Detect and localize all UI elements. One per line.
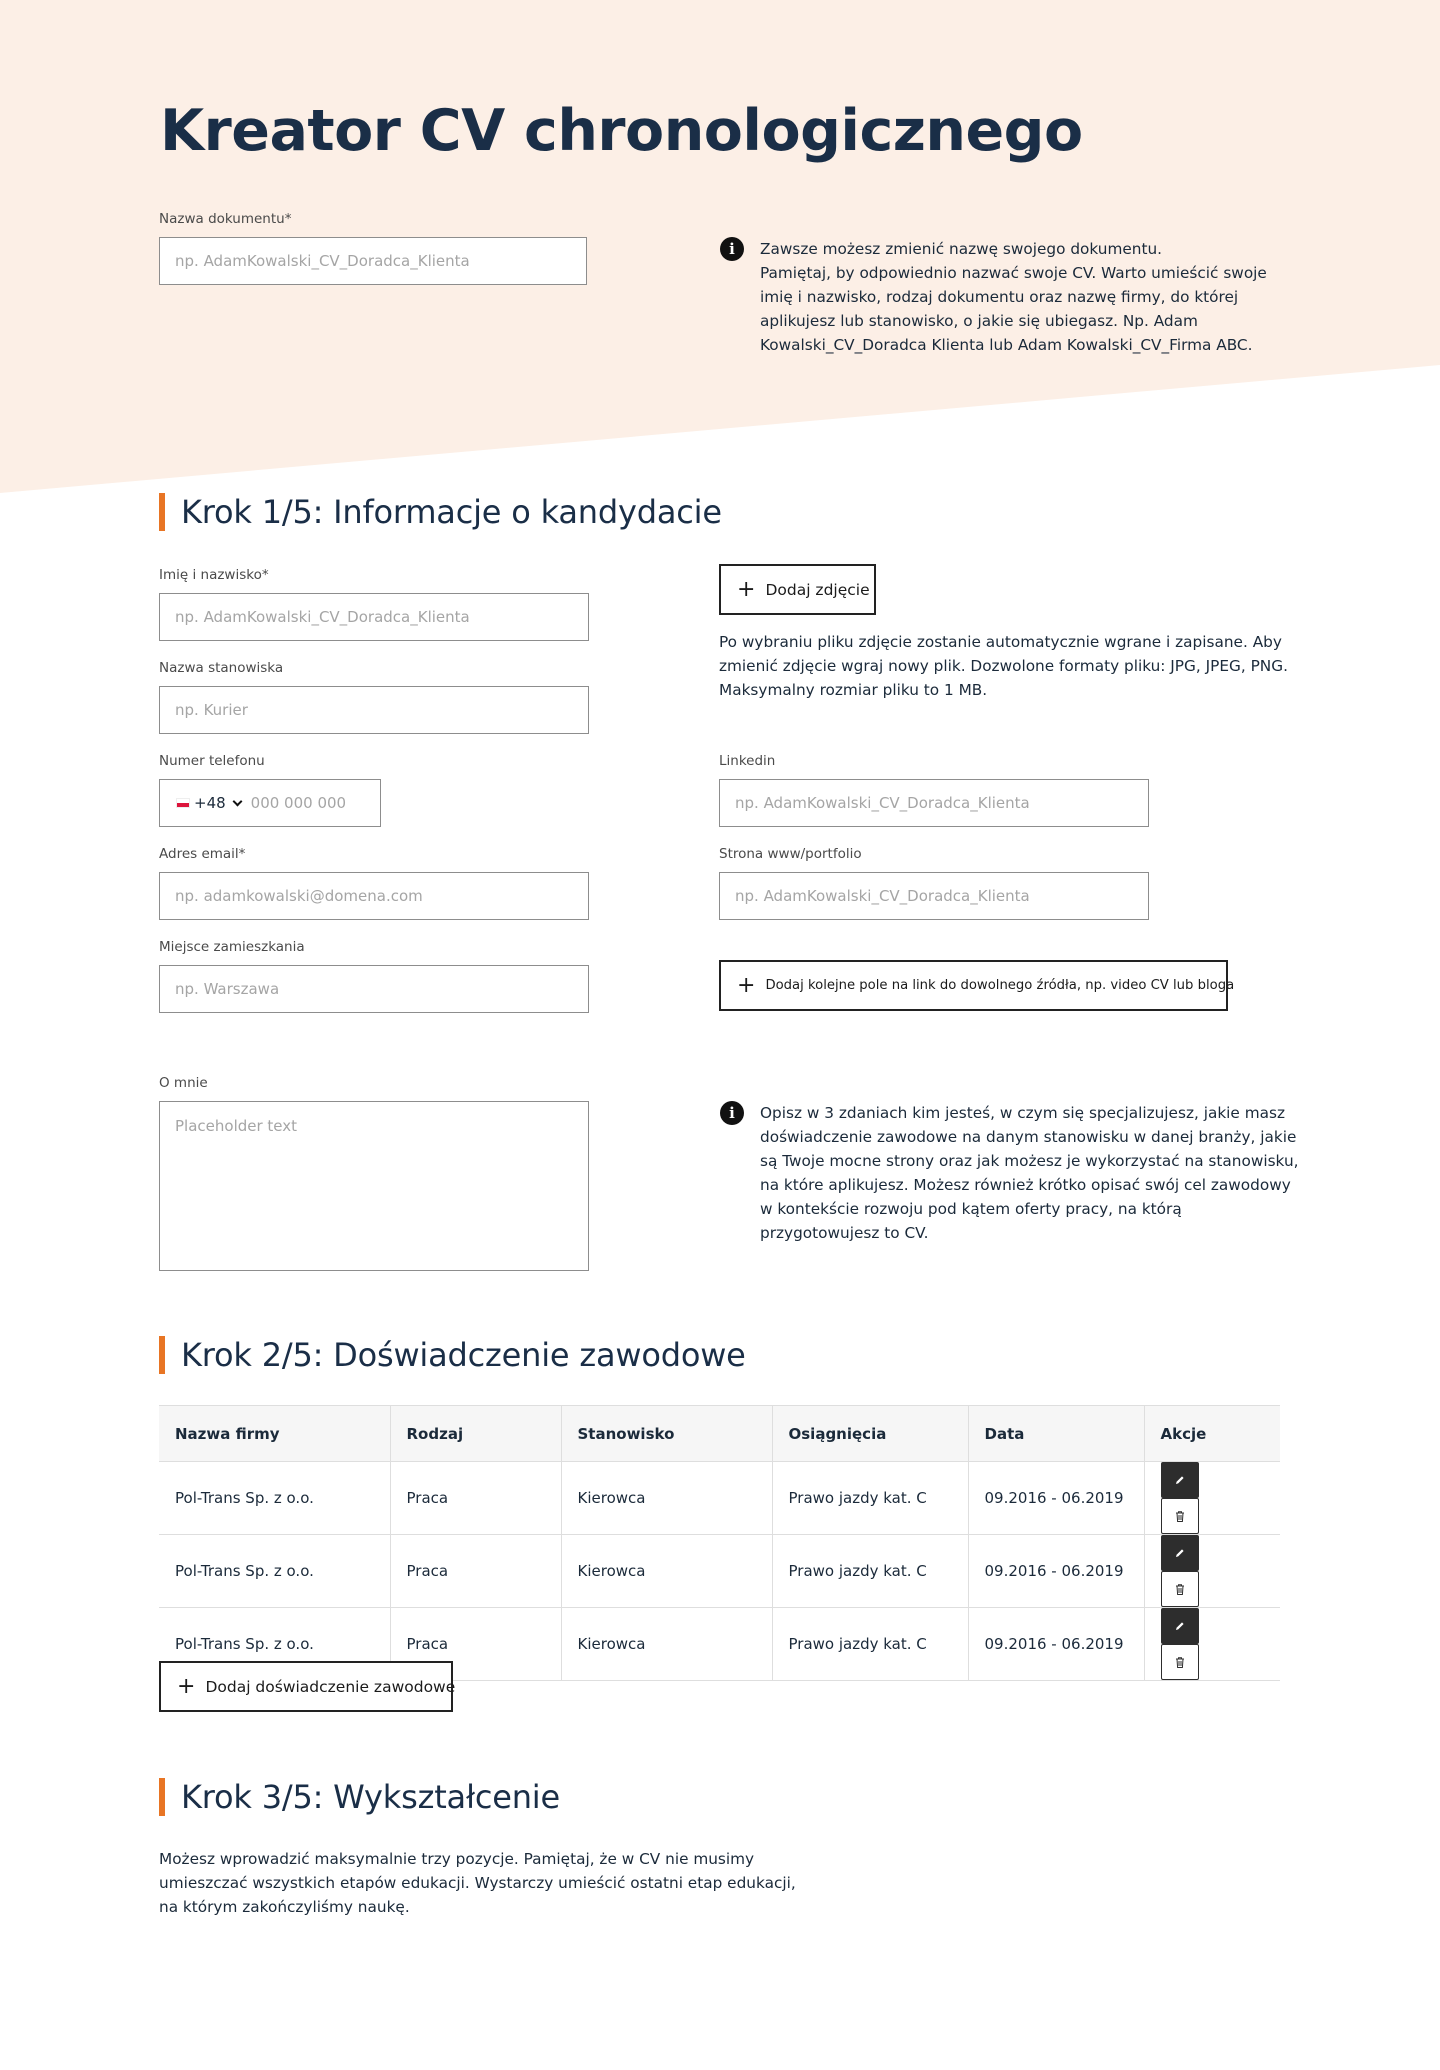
pencil-icon xyxy=(1174,1547,1186,1559)
doc-name-info xyxy=(760,237,1267,357)
education-info-line: umieszczać wszystkich etapów edukacji. Wystarczy umieścić ostatni etap edukacji, xyxy=(159,1874,796,1892)
table-cell: Praca xyxy=(390,1608,561,1681)
plus-icon: + xyxy=(737,576,756,602)
email-label: Adres email* xyxy=(159,846,246,862)
phone-field xyxy=(159,779,381,827)
phone-input[interactable] xyxy=(251,794,361,812)
table-cell: Pol-Trans Sp. z o.o. xyxy=(159,1462,390,1535)
add-link-button[interactable] xyxy=(719,960,1235,1011)
full-name-input[interactable] xyxy=(159,593,589,641)
photo-info-line: Maksymalny rozmiar pliku to 1 MB. xyxy=(719,681,988,699)
education-info xyxy=(159,1847,796,1917)
about-info-line: Opisz w 3 zdaniach kim jesteś, w czym się specjalizujesz, jakie masz xyxy=(760,1104,1285,1122)
about-info-line: na które aplikujesz. Możesz również krótko opisać swój cel zawodowy xyxy=(760,1176,1291,1194)
delete-button[interactable] xyxy=(1161,1571,1199,1607)
table-cell: 09.2016 - 06.2019 xyxy=(968,1608,1144,1681)
education-info-line: Możesz wprowadzić maksymalnie trzy pozycje. Pamiętaj, że w CV nie musimy xyxy=(159,1850,755,1868)
doc-name-label: Nazwa dokumentu* xyxy=(159,211,292,227)
about-textarea[interactable] xyxy=(159,1101,589,1271)
position-label: Nazwa stanowiska xyxy=(159,660,284,676)
info-line: aplikujesz lub stanowisko, o jakie się ubiegasz. Np. Adam xyxy=(760,312,1198,330)
edit-button[interactable] xyxy=(1161,1462,1199,1498)
poland-flag-icon xyxy=(176,798,190,808)
info-line: Kowalski_CV_Doradca Klienta lub Adam Kowalski_CV_Firma ABC. xyxy=(760,336,1253,354)
phone-label: Numer telefonu xyxy=(159,753,265,769)
column-header: Rodzaj xyxy=(390,1406,561,1462)
column-header: Akcje xyxy=(1144,1406,1280,1462)
column-header: Nazwa firmy xyxy=(159,1406,390,1462)
info-icon: i xyxy=(720,1101,744,1125)
pencil-icon xyxy=(1174,1620,1186,1632)
plus-icon: + xyxy=(737,972,756,998)
table-cell: Prawo jazdy kat. C xyxy=(772,1462,968,1535)
table-cell: Pol-Trans Sp. z o.o. xyxy=(159,1608,390,1681)
info-line: Pamiętaj, by odpowiednio nazwać swoje CV. Warto umieścić swoje xyxy=(760,264,1267,282)
city-label: Miejsce zamieszkania xyxy=(159,939,305,955)
email-input[interactable] xyxy=(159,872,589,920)
table-cell: Kierowca xyxy=(561,1535,772,1608)
page-title: Kreator CV chronologicznego xyxy=(160,98,1083,164)
edit-button[interactable] xyxy=(1161,1535,1199,1571)
chevron-down-icon xyxy=(232,796,242,806)
www-label: Strona www/portfolio xyxy=(719,846,862,862)
about-info-line: są Twoje mocne strony oraz jak możesz je wykorzystać na stanowisku, xyxy=(760,1152,1299,1170)
add-experience-button[interactable] xyxy=(159,1661,456,1712)
table-cell: Prawo jazdy kat. C xyxy=(772,1608,968,1681)
table-row xyxy=(159,1462,1280,1535)
step-2-accent-bar xyxy=(159,1336,165,1374)
position-input[interactable] xyxy=(159,686,589,734)
column-header: Stanowisko xyxy=(561,1406,772,1462)
table-cell: Kierowca xyxy=(561,1608,772,1681)
table-header-row xyxy=(159,1406,1280,1462)
info-icon: i xyxy=(720,237,744,261)
about-info-line: doświadczenie zawodowe na danym stanowisku w danej branży, jakie xyxy=(760,1128,1297,1146)
table-row xyxy=(159,1535,1280,1608)
about-info-line: przygotowujesz to CV. xyxy=(760,1224,929,1242)
table-cell: Praca xyxy=(390,1462,561,1535)
add-experience-label: Dodaj doświadczenie zawodowe xyxy=(205,1677,456,1696)
actions-cell xyxy=(1144,1608,1280,1681)
step-2-title: Krok 2/5: Doświadczenie zawodowe xyxy=(181,1336,746,1374)
phone-prefix: +48 xyxy=(194,794,226,812)
trash-icon xyxy=(1174,1656,1186,1669)
actions-cell xyxy=(1144,1535,1280,1608)
step-1-accent-bar xyxy=(159,493,165,531)
about-info-line: w kontekście rozwoju pod kątem oferty pracy, na którą xyxy=(760,1200,1182,1218)
table-cell: Kierowca xyxy=(561,1462,772,1535)
pencil-icon xyxy=(1174,1474,1186,1486)
step-3-title: Krok 3/5: Wykształcenie xyxy=(181,1778,560,1816)
doc-name-input[interactable] xyxy=(159,237,587,285)
plus-icon: + xyxy=(177,1673,196,1699)
experience-table xyxy=(159,1405,1280,1681)
city-input[interactable] xyxy=(159,965,589,1013)
table-cell: Pol-Trans Sp. z o.o. xyxy=(159,1535,390,1608)
table-cell: Prawo jazdy kat. C xyxy=(772,1535,968,1608)
country-select[interactable] xyxy=(176,794,251,812)
column-header: Osiągnięcia xyxy=(772,1406,968,1462)
table-cell: 09.2016 - 06.2019 xyxy=(968,1535,1144,1608)
actions-cell xyxy=(1144,1462,1280,1535)
add-link-label: Dodaj kolejne pole na link do dowolnego źródła, np. video CV lub bloga xyxy=(765,978,1235,993)
linkedin-label: Linkedin xyxy=(719,753,776,769)
linkedin-input[interactable] xyxy=(719,779,1149,827)
photo-info xyxy=(719,630,1288,702)
step-1-title: Krok 1/5: Informacje o kandydacie xyxy=(181,493,722,531)
add-photo-label: Dodaj zdjęcie xyxy=(765,580,870,599)
step-3-accent-bar xyxy=(159,1778,165,1816)
photo-info-line: Po wybraniu pliku zdjęcie zostanie automatycznie wgrane i zapisane. Aby xyxy=(719,633,1282,651)
education-info-line: na którym zakończyliśmy naukę. xyxy=(159,1898,410,1916)
about-info xyxy=(760,1101,1299,1245)
column-header: Data xyxy=(968,1406,1144,1462)
info-line: imię i nazwisko, rodzaj dokumentu oraz nazwę firmy, do której xyxy=(760,288,1239,306)
about-label: O mnie xyxy=(159,1075,208,1091)
edit-button[interactable] xyxy=(1161,1608,1199,1644)
photo-info-line: zmienić zdjęcie wgraj nowy plik. Dozwolone formaty pliku: JPG, JPEG, PNG. xyxy=(719,657,1288,675)
trash-icon xyxy=(1174,1510,1186,1523)
www-input[interactable] xyxy=(719,872,1149,920)
name-label: Imię i nazwisko* xyxy=(159,567,269,583)
info-line: Zawsze możesz zmienić nazwę swojego dokumentu. xyxy=(760,240,1163,258)
trash-icon xyxy=(1174,1583,1186,1596)
delete-button[interactable] xyxy=(1161,1644,1199,1680)
delete-button[interactable] xyxy=(1161,1498,1199,1534)
add-photo-button[interactable] xyxy=(719,564,876,615)
table-cell: 09.2016 - 06.2019 xyxy=(968,1462,1144,1535)
table-cell: Praca xyxy=(390,1535,561,1608)
